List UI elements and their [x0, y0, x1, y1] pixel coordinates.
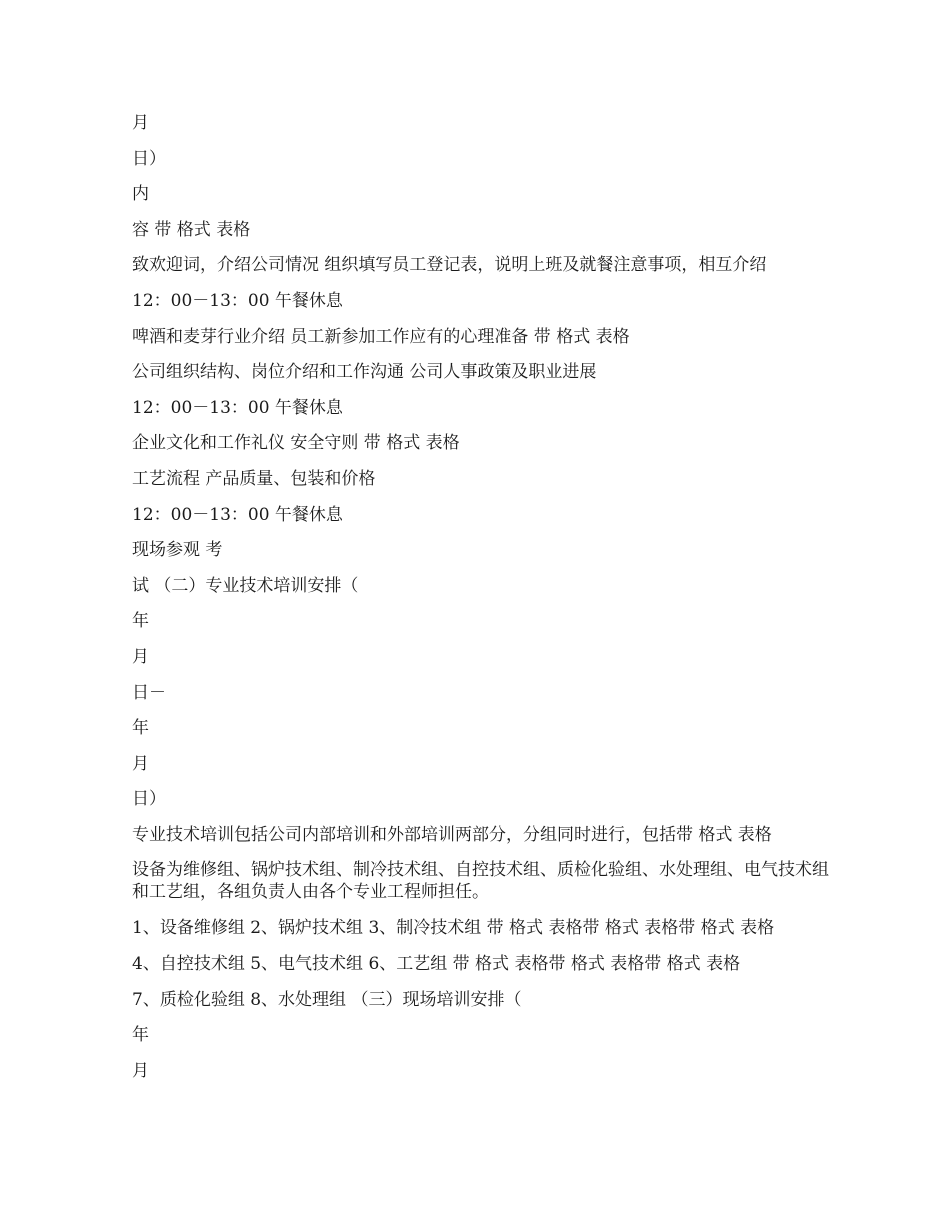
text-line: 日） — [132, 148, 166, 169]
text-line: 年 — [132, 1025, 149, 1046]
text-line: 12：00－13：00 午餐休息 — [132, 290, 343, 311]
text-line: 现场参观 考 — [132, 540, 223, 561]
text-line: 1、设备维修组 2、锅炉技术组 3、制冷技术组 带 格式 表格带 格式 表格带 格式 表格 — [132, 918, 775, 939]
text-line: 致欢迎词，介绍公司情况 组织填写员工登记表，说明上班及就餐注意事项，相互介绍 — [132, 255, 767, 276]
text-line: 12：00－13：00 午餐休息 — [132, 397, 343, 418]
text-line: 7、质检化验组 8、水处理组 （三）现场培训安排（ — [132, 989, 522, 1010]
text-line: 日） — [132, 789, 166, 810]
text-line: 容 带 格式 表格 — [132, 219, 251, 240]
text-line: 年 — [132, 718, 149, 739]
text-line: 日－ — [132, 682, 166, 703]
text-line: 12：00－13：00 午餐休息 — [132, 504, 343, 525]
text-line: 啤酒和麦芽行业介绍 员工新参加工作应有的心理准备 带 格式 表格 — [132, 326, 630, 347]
text-line: 月 — [132, 753, 149, 774]
text-line: 月 — [132, 1060, 149, 1081]
text-line: 试 （二）专业技术培训安排（ — [132, 575, 359, 596]
text-paragraph: 设备为维修组、锅炉技术组、制冷技术组、自控技术组、质检化验组、水处理组、电气技术组和工艺组，各组负责人由各个专业工程师担任。 — [132, 860, 829, 903]
text-line: 公司组织结构、岗位介绍和工作沟通 公司人事政策及职业进展 — [132, 362, 597, 383]
text-line: 工艺流程 产品质量、包装和价格 — [132, 468, 376, 489]
text-line: 企业文化和工作礼仪 安全守则 带 格式 表格 — [132, 433, 460, 454]
text-line: 4、自控技术组 5、电气技术组 6、工艺组 带 格式 表格带 格式 表格带 格式 表格 — [132, 954, 741, 975]
text-line: 月 — [132, 646, 149, 667]
text-line: 内 — [132, 184, 149, 205]
document-body — [132, 111, 844, 1094]
text-line: 年 — [132, 611, 149, 632]
text-line: 专业技术培训包括公司内部培训和外部培训两部分，分组同时进行，包括带 格式 表格 — [132, 824, 772, 845]
text-line: 月 — [132, 113, 149, 133]
